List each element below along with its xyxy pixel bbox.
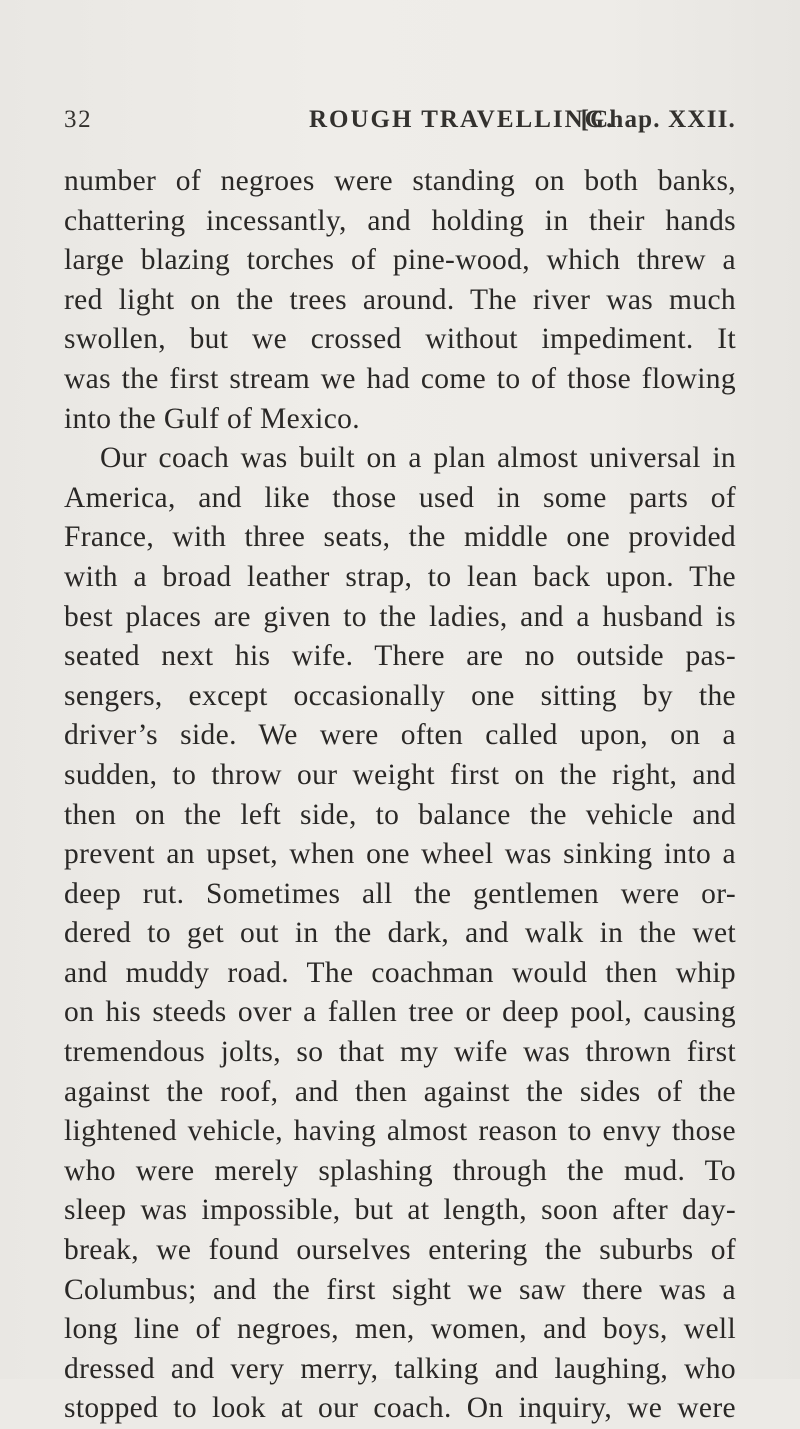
text-line: seated next his wife. There are no outside pas- [64,640,736,673]
text-line: number of negroes were standing on both banks, [64,165,736,197]
text-line: dressed and very merry, talking and laughing, who [64,1352,736,1385]
text-line: who were merely splashing through the mud. To [64,1154,736,1187]
text-line: break, we found ourselves entering the suburbs of [64,1234,736,1267]
text-line: with a broad leather strap, to lean back upon. The [64,560,736,593]
chapter-label: [Chap. XXII. [580,106,736,133]
body-text [64,162,736,1429]
text-line: long line of negroes, men, women, and boys, well [64,1313,736,1346]
text-line: best places are given to the ladies, and a husband is [64,600,736,633]
text-line: driver’s side. We were often called upon, on a [64,719,736,752]
text-line: Our coach was built on a plan almost universal in [100,442,736,475]
text-line: America, and like those used in some parts of [64,481,736,514]
text-line: sengers, except occasionally one sitting by the [64,679,736,712]
text-line: France, with three seats, the middle one provided [64,521,736,554]
text-line: then on the left side, to balance the vehicle and [64,798,736,831]
text-line: against the roof, and then against the sides of the [64,1075,736,1108]
text-line: sleep was impossible, but at length, soon after day- [64,1194,736,1227]
running-title: ROUGH TRAVELLING. [309,106,615,133]
text-line: stopped to look at our coach. On inquiry, we were [64,1392,736,1425]
text-line: deep rut. Sometimes all the gentlemen were or- [64,877,736,910]
text-line: large blazing torches of pine-wood, which threw a [64,244,736,277]
text-line: lightened vehicle, having almost reason to envy those [64,1115,736,1148]
text-line: prevent an upset, when one wheel was sinking into a [64,838,736,871]
text-line: dered to get out in the dark, and walk in the wet [64,917,736,950]
text-line: Columbus; and the first sight we saw there was a [64,1273,736,1306]
text-line: sudden, to throw our weight first on the right, and [64,758,736,791]
text-line: chattering incessantly, and holding in their hands [64,204,736,237]
page-number: 32 [64,106,93,133]
text-line: swollen, but we crossed without impediment. It [64,323,736,356]
text-line: on his steeds over a fallen tree or deep pool, causing [64,996,736,1029]
text-line: was the first stream we had come to of those flowing [64,362,736,395]
text-line: into the Gulf of Mexico. [64,402,360,435]
text-line: and muddy road. The coachman would then whip [64,956,736,989]
text-line: red light on the trees around. The river was much [64,283,736,316]
running-head [64,106,736,146]
text-line: tremendous jolts, so that my wife was thrown first [64,1036,736,1069]
